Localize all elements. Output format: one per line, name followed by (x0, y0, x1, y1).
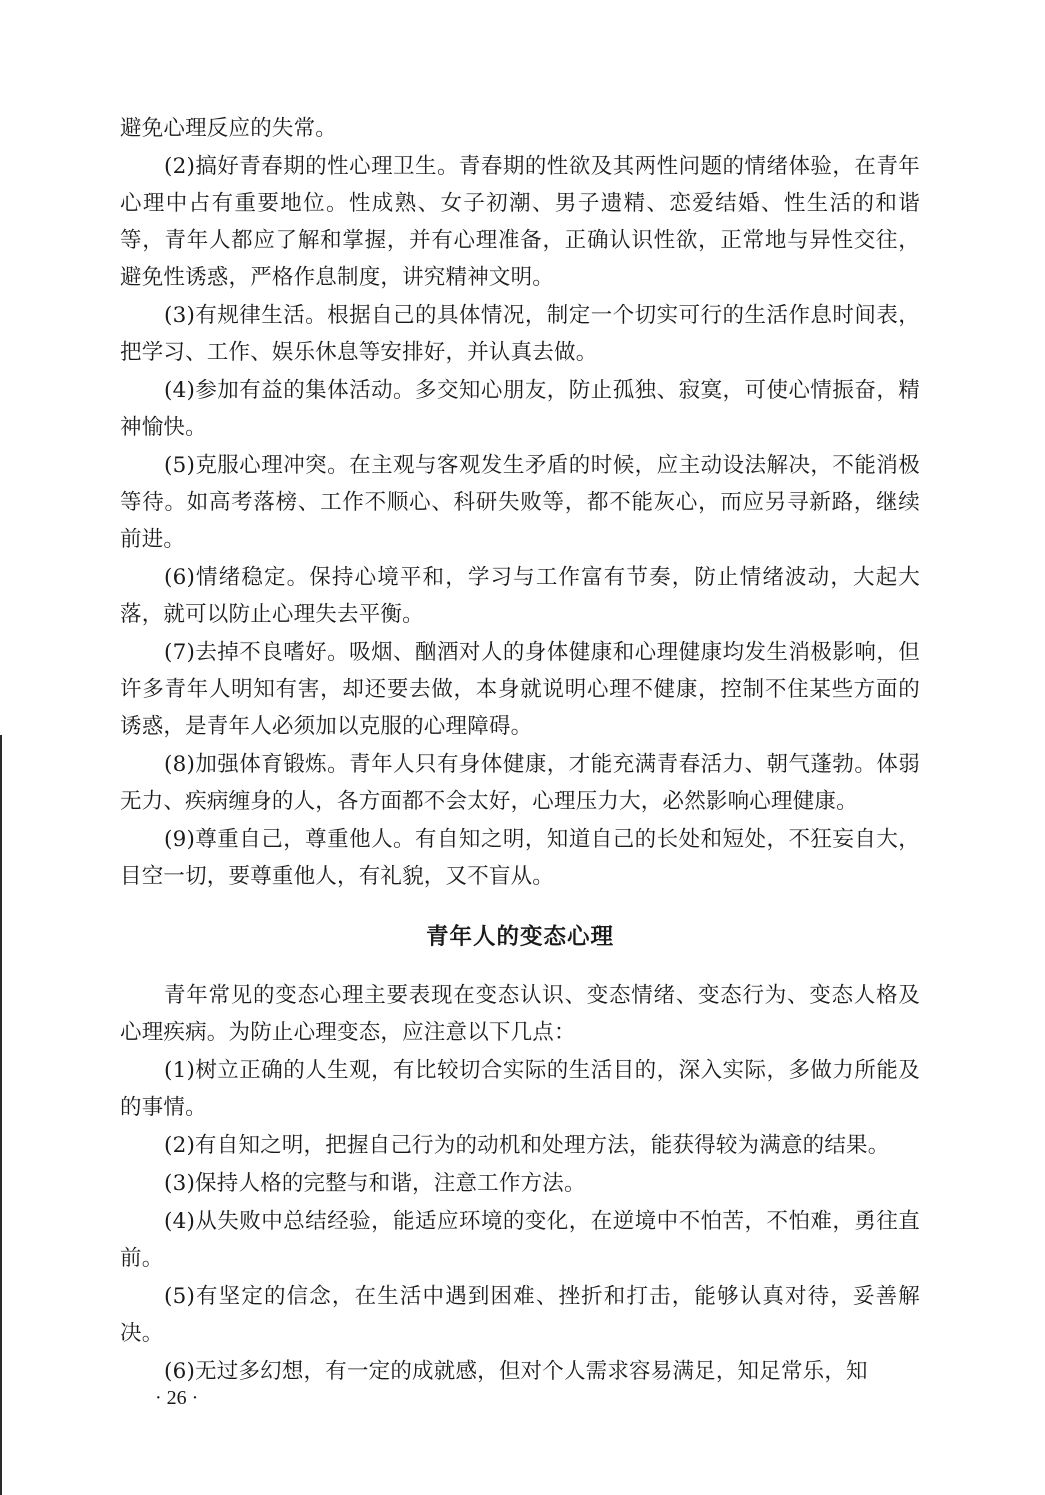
list-item-2: (2)有自知之明，把握自己行为的动机和处理方法，能获得较为满意的结果。 (164, 1133, 890, 1158)
section-title: 青年人的变态心理 (425, 924, 614, 950)
paragraph-item-4: (4)参加有益的集体活动。多交知心朋友，防止孤独、寂寞，可使心情振奋，精神愉快。 (120, 378, 920, 440)
list-item-1: (1)树立正确的人生观，有比较切合实际的生活目的，深入实际，多做力所能及的事情。 (120, 1058, 920, 1120)
paragraph-item-8: (8)加强体育锻炼。青年人只有身体健康，才能充满青春活力、朝气蓬勃。体弱无力、疾病缠身的人，各方面都不会太好，心理压力大，必然影响心理健康。 (120, 752, 920, 814)
list-item-4: (4)从失败中总结经验，能适应环境的变化，在逆境中不怕苦，不怕难，勇往直前。 (120, 1209, 920, 1271)
paragraph-item-6: (6)情绪稳定。保持心境平和，学习与工作富有节奏，防止情绪波动，大起大落，就可以防止心理失去平衡。 (120, 565, 920, 627)
scan-edge-line (0, 735, 2, 1495)
section-intro: 青年常见的变态心理主要表现在变态认识、变态情绪、变态行为、变态人格及心理疾病。为防止心理变态，应注意以下几点： (120, 983, 920, 1045)
paragraph-item-5: (5)克服心理冲突。在主观与客观发生矛盾的时候，应主动设法解决，不能消极等待。如高考落榜、工作不顺心、科研失败等，都不能灰心，而应另寻新路，继续前进。 (120, 453, 920, 552)
list-item-3: (3)保持人格的完整与和谐，注意工作方法。 (164, 1171, 586, 1196)
paragraph-item-3: (3)有规律生活。根据自己的具体情况，制定一个切实可行的生活作息时间表，把学习、工作、娱乐休息等安排好，并认真去做。 (120, 303, 920, 365)
paragraph-item-9: (9)尊重自己，尊重他人。有自知之明，知道自己的长处和短处，不狂妄自大，目空一切，要尊重他人，有礼貌，又不盲从。 (120, 827, 920, 889)
list-item-6: (6)无过多幻想，有一定的成就感，但对个人需求容易满足，知足常乐，知 (164, 1359, 868, 1384)
paragraph-continuation: 避免心理反应的失常。 (120, 116, 338, 141)
paragraph-item-7: (7)去掉不良嗜好。吸烟、酗酒对人的身体健康和心理健康均发生消极影响，但许多青年人明知有害，却还要去做，本身就说明心理不健康，控制不住某些方面的诱惑，是青年人必须加以克服的心理障碍。 (120, 640, 920, 739)
paragraph-item-2: (2)搞好青春期的性心理卫生。青春期的性欲及其两性问题的情绪体验，在青年心理中占有重要地位。性成熟、女子初潮、男子遗精、恋爱结婚、性生活的和谐等，青年人都应了解和掌握，并有心理准备，正确认识性欲，正常地与异性交往，避免性诱惑，严格作息制度，讲究精神文明。 (120, 154, 920, 290)
list-item-5: (5)有坚定的信念，在生活中遇到困难、挫折和打击，能够认真对待，妥善解决。 (120, 1284, 920, 1346)
page-number: · 26 · (155, 1387, 199, 1409)
page-body (120, 110, 920, 1390)
